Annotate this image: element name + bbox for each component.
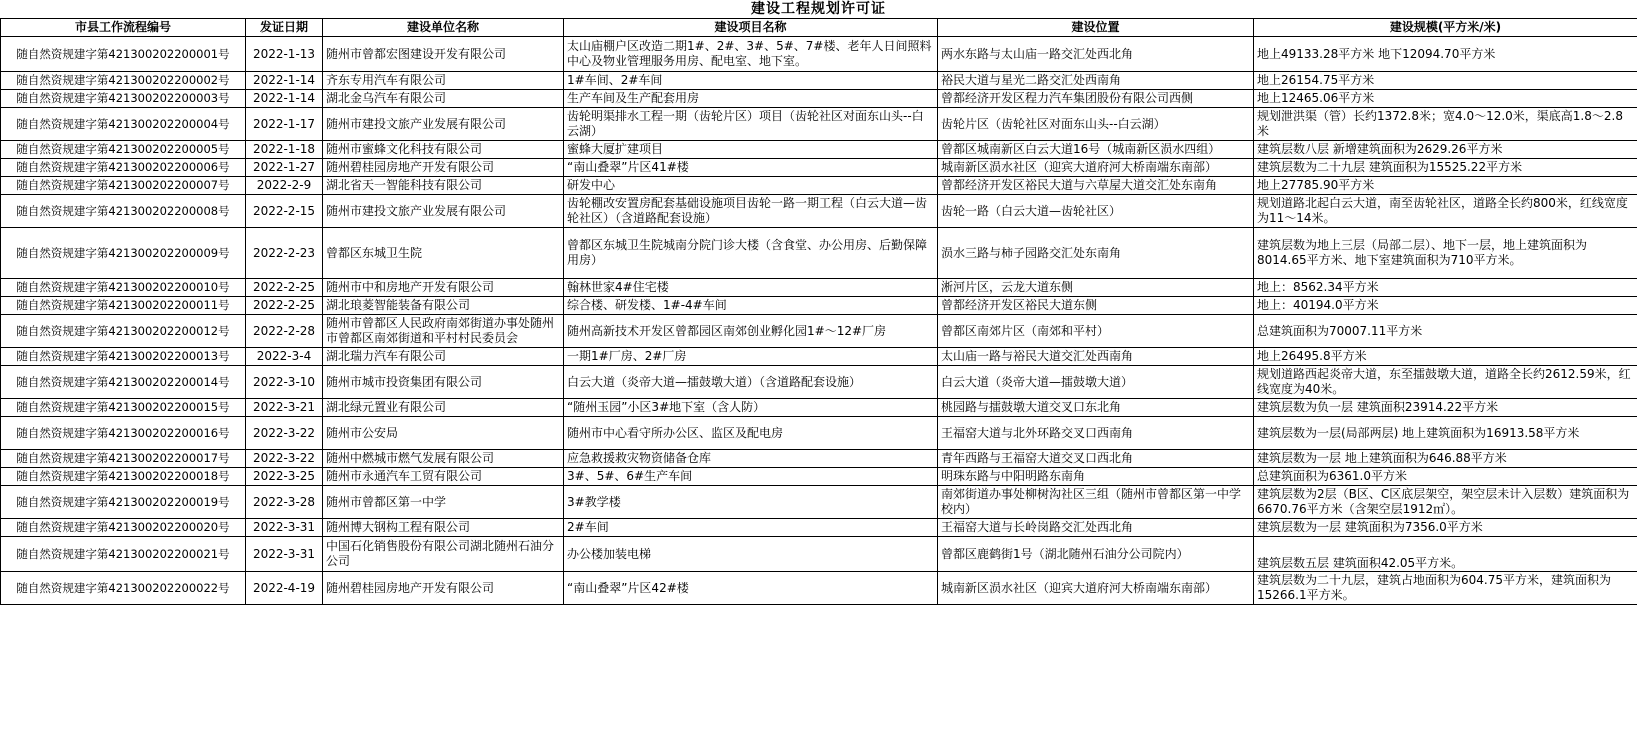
cell-issue-date: 2022-3-22 <box>246 450 323 468</box>
cell-scale: 地上26495.8平方米 <box>1254 348 1637 366</box>
cell-flow-no: 随自然资规建字第421300202200012号 <box>1 315 246 348</box>
cell-location: 城南新区涢水社区（迎宾大道府河大桥南端东南部） <box>938 159 1254 177</box>
cell-flow-no: 随自然资规建字第421300202200021号 <box>1 537 246 572</box>
table-body <box>1 37 1637 605</box>
cell-scale: 建筑层数为地上三层（局部二层）、地下一层，地上建筑面积为8014.65平方米、地下室建筑面积为710平方米。 <box>1254 228 1637 279</box>
cell-issue-date: 2022-3-22 <box>246 417 323 450</box>
cell-location: 曾都区城南新区白云大道16号（城南新区涢水四组） <box>938 141 1254 159</box>
cell-unit-name: 齐东专用汽车有限公司 <box>323 72 564 90</box>
cell-unit-name: 中国石化销售股份有限公司湖北随州石油分公司 <box>323 537 564 572</box>
table-row <box>1 537 1637 572</box>
cell-unit-name: 随州市蜜蜂文化科技有限公司 <box>323 141 564 159</box>
cell-project-name: 蜜蜂大厦扩建项目 <box>564 141 938 159</box>
cell-flow-no: 随自然资规建字第421300202200016号 <box>1 417 246 450</box>
cell-flow-no: 随自然资规建字第421300202200002号 <box>1 72 246 90</box>
header-issue-date: 发证日期 <box>246 19 323 37</box>
cell-flow-no: 随自然资规建字第421300202200013号 <box>1 348 246 366</box>
cell-location: 太山庙一路与裕民大道交汇处西南角 <box>938 348 1254 366</box>
cell-flow-no: 随自然资规建字第421300202200014号 <box>1 366 246 399</box>
cell-flow-no: 随自然资规建字第421300202200010号 <box>1 279 246 297</box>
cell-project-name: 研发中心 <box>564 177 938 195</box>
cell-scale: 建筑层数为二十九层 建筑面积为15525.22平方米 <box>1254 159 1637 177</box>
table-row <box>1 195 1637 228</box>
cell-location: 裕民大道与星光二路交汇处西南角 <box>938 72 1254 90</box>
table-row <box>1 450 1637 468</box>
sheet-title: 建设工程规划许可证 <box>751 1 886 17</box>
cell-scale: 地上49133.28平方米 地下12094.70平方米 <box>1254 37 1637 72</box>
cell-unit-name: 湖北金乌汽车有限公司 <box>323 90 564 108</box>
cell-unit-name: 湖北绿元置业有限公司 <box>323 399 564 417</box>
cell-issue-date: 2022-1-18 <box>246 141 323 159</box>
cell-issue-date: 2022-3-31 <box>246 537 323 572</box>
cell-project-name: 随州高新技术开发区曾都园区南郊创业孵化园1#～12#厂房 <box>564 315 938 348</box>
cell-flow-no: 随自然资规建字第421300202200001号 <box>1 37 246 72</box>
cell-unit-name: 随州市城市投资集团有限公司 <box>323 366 564 399</box>
cell-project-name: 太山庙棚户区改造二期1#、2#、3#、5#、7#楼、老年人日间照料中心及物业管理服务用房、配电室、地下室。 <box>564 37 938 72</box>
header-location: 建设位置 <box>938 19 1254 37</box>
cell-location: 南郊街道办事处柳树沟社区三组（随州市曾都区第一中学校内） <box>938 486 1254 519</box>
cell-issue-date: 2022-1-17 <box>246 108 323 141</box>
cell-location: 曾都区鹿鹤街1号（湖北随州石油分公司院内） <box>938 537 1254 572</box>
cell-project-name: 3#教学楼 <box>564 486 938 519</box>
cell-issue-date: 2022-3-4 <box>246 348 323 366</box>
cell-unit-name: 随州市曾都区人民政府南郊街道办事处随州市曾都区南郊街道和平村村民委员会 <box>323 315 564 348</box>
cell-issue-date: 2022-2-28 <box>246 315 323 348</box>
table-row <box>1 399 1637 417</box>
cell-scale: 总建筑面积为6361.0平方米 <box>1254 468 1637 486</box>
cell-scale: 地上26154.75平方米 <box>1254 72 1637 90</box>
cell-project-name: 2#车间 <box>564 519 938 537</box>
cell-unit-name: 随州碧桂园房地产开发有限公司 <box>323 572 564 605</box>
cell-project-name: 一期1#厂房、2#厂房 <box>564 348 938 366</box>
cell-scale: 建筑层数为一层 建筑面积为7356.0平方米 <box>1254 519 1637 537</box>
cell-issue-date: 2022-1-14 <box>246 90 323 108</box>
cell-unit-name: 湖北瑞力汽车有限公司 <box>323 348 564 366</box>
table-row <box>1 417 1637 450</box>
cell-location: 城南新区涢水社区（迎宾大道府河大桥南端东南部） <box>938 572 1254 605</box>
cell-project-name: 应急救援救灾物资储备仓库 <box>564 450 938 468</box>
cell-location: 曾都经济开发区裕民大道与六草屋大道交汇处东南角 <box>938 177 1254 195</box>
cell-issue-date: 2022-2-9 <box>246 177 323 195</box>
cell-location: 两水东路与太山庙一路交汇处西北角 <box>938 37 1254 72</box>
cell-scale: 建筑层数八层 新增建筑面积为2629.26平方米 <box>1254 141 1637 159</box>
cell-scale: 总建筑面积为70007.11平方米 <box>1254 315 1637 348</box>
table-row <box>1 348 1637 366</box>
table-row <box>1 177 1637 195</box>
table-row <box>1 108 1637 141</box>
cell-unit-name: 随州市建投文旅产业发展有限公司 <box>323 108 564 141</box>
table-row <box>1 315 1637 348</box>
cell-project-name: 齿轮棚改安置房配套基础设施项目齿轮一路一期工程（白云大道—齿轮社区）（含道路配套设施） <box>564 195 938 228</box>
cell-flow-no: 随自然资规建字第421300202200007号 <box>1 177 246 195</box>
table-row <box>1 90 1637 108</box>
cell-location: 淅河片区，云龙大道东侧 <box>938 279 1254 297</box>
table-row <box>1 141 1637 159</box>
cell-location: 明珠东路与中阳明路东南角 <box>938 468 1254 486</box>
cell-location: 王福窑大道与长岭岗路交汇处西北角 <box>938 519 1254 537</box>
cell-issue-date: 2022-1-13 <box>246 37 323 72</box>
cell-issue-date: 2022-4-19 <box>246 572 323 605</box>
cell-issue-date: 2022-1-27 <box>246 159 323 177</box>
cell-unit-name: 随州碧桂园房地产开发有限公司 <box>323 159 564 177</box>
cell-project-name: 办公楼加装电梯 <box>564 537 938 572</box>
cell-location: 曾都经济开发区裕民大道东侧 <box>938 297 1254 315</box>
cell-scale: 规划道路西起炎帝大道，东至擂鼓墩大道，道路全长约2612.59米，红线宽度为40米。 <box>1254 366 1637 399</box>
cell-issue-date: 2022-2-15 <box>246 195 323 228</box>
cell-scale: 地上27785.90平方米 <box>1254 177 1637 195</box>
cell-project-name: “随州玉园”小区3#地下室（含人防） <box>564 399 938 417</box>
cell-unit-name: 随州市永通汽车工贸有限公司 <box>323 468 564 486</box>
cell-unit-name: 曾都区东城卫生院 <box>323 228 564 279</box>
table-row <box>1 297 1637 315</box>
cell-issue-date: 2022-1-14 <box>246 72 323 90</box>
cell-scale: 地上12465.06平方米 <box>1254 90 1637 108</box>
cell-flow-no: 随自然资规建字第421300202200009号 <box>1 228 246 279</box>
cell-flow-no: 随自然资规建字第421300202200020号 <box>1 519 246 537</box>
cell-unit-name: 随州市曾都宏图建设开发有限公司 <box>323 37 564 72</box>
cell-flow-no: 随自然资规建字第421300202200011号 <box>1 297 246 315</box>
cell-issue-date: 2022-3-10 <box>246 366 323 399</box>
table-row <box>1 37 1637 72</box>
cell-unit-name: 随州市建投文旅产业发展有限公司 <box>323 195 564 228</box>
cell-unit-name: 湖北琅菱智能装备有限公司 <box>323 297 564 315</box>
cell-scale: 建筑层数为一层(局部两层) 地上建筑面积为16913.58平方米 <box>1254 417 1637 450</box>
table-row <box>1 519 1637 537</box>
table-row <box>1 572 1637 605</box>
cell-location: 曾都区南郊片区（南郊和平村） <box>938 315 1254 348</box>
cell-issue-date: 2022-2-23 <box>246 228 323 279</box>
header-scale: 建设规模(平方米/米) <box>1254 19 1637 37</box>
cell-unit-name: 随州市曾都区第一中学 <box>323 486 564 519</box>
table-row <box>1 228 1637 279</box>
cell-project-name: 随州市中心看守所办公区、监区及配电房 <box>564 417 938 450</box>
cell-flow-no: 随自然资规建字第421300202200018号 <box>1 468 246 486</box>
cell-project-name: “南山叠翠”片区41#楼 <box>564 159 938 177</box>
cell-location: 白云大道（炎帝大道—擂鼓墩大道） <box>938 366 1254 399</box>
cell-project-name: 齿轮明渠排水工程一期（齿轮片区）项目（齿轮社区对面东山头--白云湖） <box>564 108 938 141</box>
cell-flow-no: 随自然资规建字第421300202200015号 <box>1 399 246 417</box>
cell-project-name: 曾都区东城卫生院城南分院门诊大楼（含食堂、办公用房、后勤保障用房） <box>564 228 938 279</box>
cell-issue-date: 2022-3-28 <box>246 486 323 519</box>
cell-location: 齿轮一路（白云大道—齿轮社区） <box>938 195 1254 228</box>
cell-scale: 地上：40194.0平方米 <box>1254 297 1637 315</box>
cell-flow-no: 随自然资规建字第421300202200019号 <box>1 486 246 519</box>
cell-location: 齿轮片区（齿轮社区对面东山头--白云湖） <box>938 108 1254 141</box>
cell-unit-name: 随州中燃城市燃气发展有限公司 <box>323 450 564 468</box>
cell-scale: 建筑层数为二十九层，建筑占地面积为604.75平方米，建筑面积为15266.1平方米。 <box>1254 572 1637 605</box>
cell-project-name: 翰林世家4#住宅楼 <box>564 279 938 297</box>
table-row <box>1 159 1637 177</box>
cell-flow-no: 随自然资规建字第421300202200008号 <box>1 195 246 228</box>
cell-scale: 建筑层数为负一层 建筑面积23914.22平方米 <box>1254 399 1637 417</box>
cell-scale: 规划道路北起白云大道，南至齿轮社区，道路全长约800米，红线宽度为11～14米。 <box>1254 195 1637 228</box>
cell-scale: 规划泄洪渠（管）长约1372.8米；宽4.0～12.0米，渠底高1.8～2.8米 <box>1254 108 1637 141</box>
cell-project-name: “南山叠翠”片区42#楼 <box>564 572 938 605</box>
header-project-name: 建设项目名称 <box>564 19 938 37</box>
cell-scale: 建筑层数五层 建筑面积42.05平方米。 <box>1254 537 1637 572</box>
cell-project-name: 3#、5#、6#生产车间 <box>564 468 938 486</box>
cell-issue-date: 2022-3-25 <box>246 468 323 486</box>
cell-location: 青年西路与王福窑大道交叉口西北角 <box>938 450 1254 468</box>
cell-project-name: 生产车间及生产配套用房 <box>564 90 938 108</box>
table-row <box>1 72 1637 90</box>
cell-issue-date: 2022-2-25 <box>246 297 323 315</box>
cell-unit-name: 随州市公安局 <box>323 417 564 450</box>
cell-unit-name: 湖北省天一智能科技有限公司 <box>323 177 564 195</box>
cell-issue-date: 2022-3-21 <box>246 399 323 417</box>
cell-scale: 建筑层数为2层（B区、C区底层架空，架空层未计入层数）建筑面积为6670.76平方米（含架空层1912㎡）。 <box>1254 486 1637 519</box>
cell-location: 桃园路与擂鼓墩大道交叉口东北角 <box>938 399 1254 417</box>
cell-flow-no: 随自然资规建字第421300202200022号 <box>1 572 246 605</box>
permit-table <box>0 18 1637 605</box>
table-row <box>1 366 1637 399</box>
header-unit-name: 建设单位名称 <box>323 19 564 37</box>
cell-flow-no: 随自然资规建字第421300202200006号 <box>1 159 246 177</box>
cell-scale: 建筑层数为一层 地上建筑面积为646.88平方米 <box>1254 450 1637 468</box>
cell-flow-no: 随自然资规建字第421300202200005号 <box>1 141 246 159</box>
cell-project-name: 1#车间、2#车间 <box>564 72 938 90</box>
cell-project-name: 白云大道（炎帝大道—擂鼓墩大道）（含道路配套设施） <box>564 366 938 399</box>
cell-flow-no: 随自然资规建字第421300202200004号 <box>1 108 246 141</box>
cell-issue-date: 2022-2-25 <box>246 279 323 297</box>
cell-flow-no: 随自然资规建字第421300202200017号 <box>1 450 246 468</box>
header-row <box>1 19 1637 37</box>
cell-location: 王福窑大道与北外环路交叉口西南角 <box>938 417 1254 450</box>
cell-issue-date: 2022-3-31 <box>246 519 323 537</box>
table-row <box>1 468 1637 486</box>
cell-project-name: 综合楼、研发楼、1#-4#车间 <box>564 297 938 315</box>
table-row <box>1 279 1637 297</box>
table-row <box>1 486 1637 519</box>
header-flow-no: 市县工作流程编号 <box>1 19 246 37</box>
cell-scale: 地上：8562.34平方米 <box>1254 279 1637 297</box>
cell-location: 涢水三路与柿子园路交汇处东南角 <box>938 228 1254 279</box>
cell-location: 曾都经济开发区程力汽车集团股份有限公司西侧 <box>938 90 1254 108</box>
cell-flow-no: 随自然资规建字第421300202200003号 <box>1 90 246 108</box>
cell-unit-name: 随州博大钢构工程有限公司 <box>323 519 564 537</box>
cell-unit-name: 随州市中和房地产开发有限公司 <box>323 279 564 297</box>
